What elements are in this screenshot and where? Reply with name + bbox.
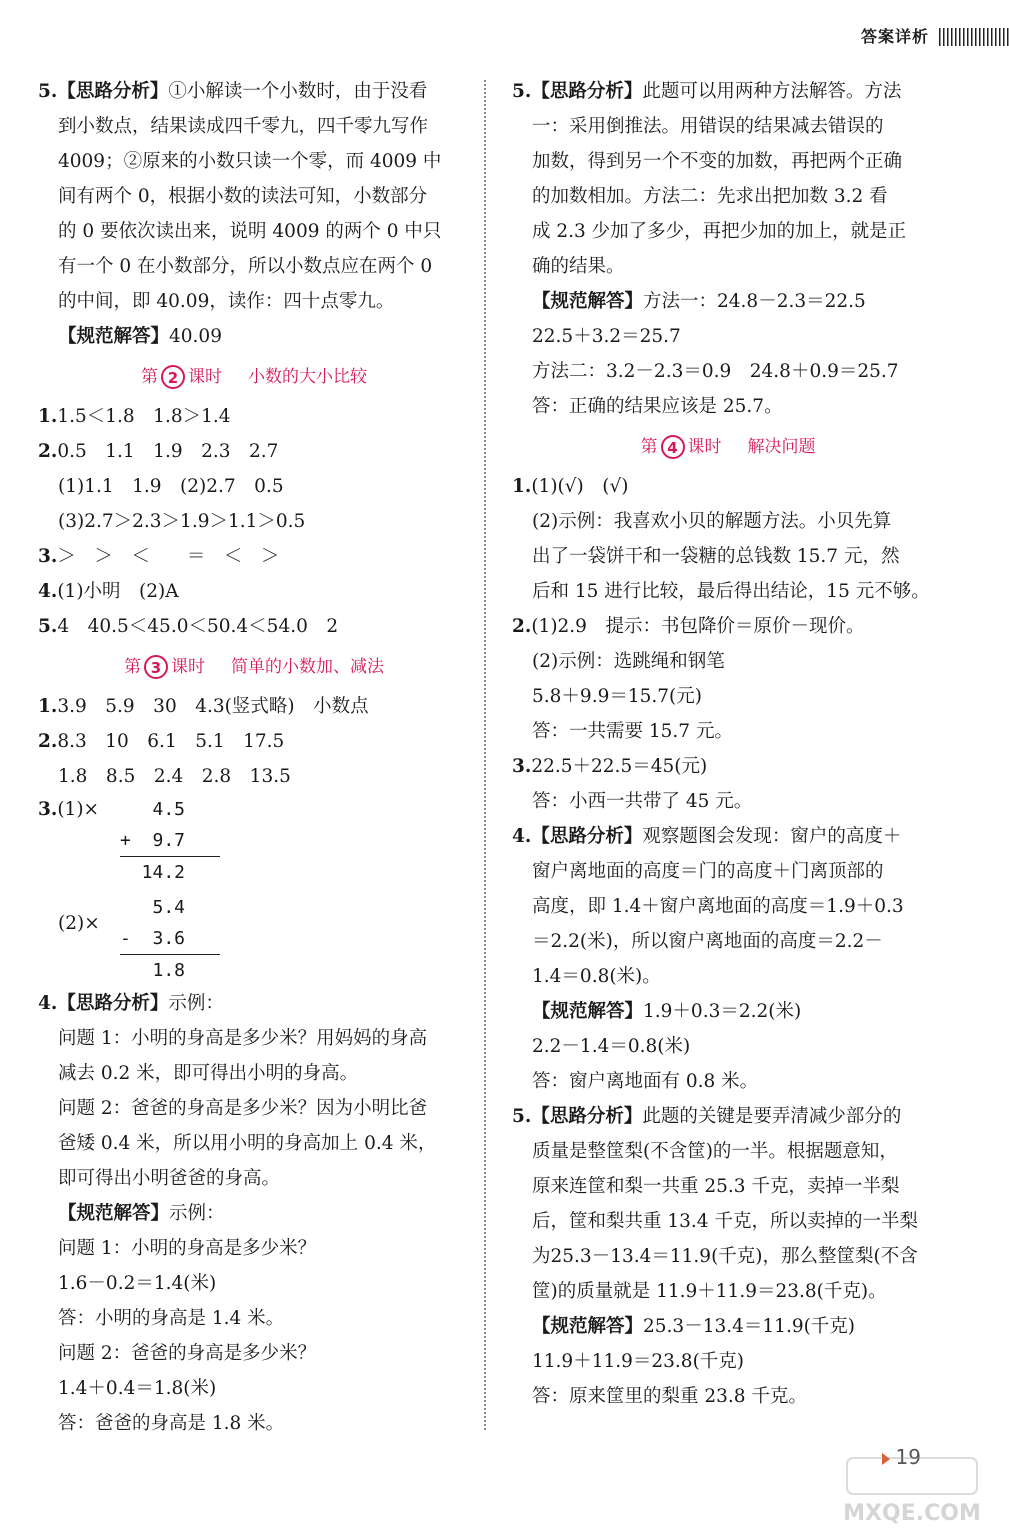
calc-result: 1.8: [120, 960, 186, 981]
answer-line: 3.9 5.9 30 4.3(竖式略) 小数点: [57, 696, 369, 717]
answer-line: 0.5 1.1 1.9 2.3 2.7: [57, 441, 279, 462]
analysis-line: 问题 2：爸爸的身高是多少米？因为小明比爸: [58, 1098, 428, 1119]
calc-result: 14.2: [120, 862, 186, 883]
question-number: 2.: [38, 731, 58, 752]
answer-line: 示例：: [169, 1203, 225, 1224]
section-suffix: 课时: [687, 437, 722, 457]
section-title-lesson-2: [38, 360, 470, 395]
answer-tag: 【规范解答】: [58, 326, 170, 347]
answer-line: 出了一袋饼干和一袋糖的总钱数 15.7 元，然: [532, 546, 900, 567]
section-title-text: 简单的小数加、减法: [231, 657, 384, 677]
calc-operand: 5.4: [120, 897, 186, 918]
analysis-line: 窗户离地面的高度＝门的高度＋门离顶部的: [532, 861, 884, 882]
analysis-line: 筐)的质量就是 11.9＋11.9＝23.8(千克)。: [532, 1281, 887, 1302]
answer-line: 答：一共需要 15.7 元。: [532, 721, 733, 742]
analysis-line: ①小解读一个小数时，由于没看: [168, 81, 428, 102]
answer-tag: 【规范解答】: [58, 1203, 170, 1224]
analysis-line: 成 2.3 少加了多少，再把少加的加上，就是正: [532, 221, 907, 242]
analysis-line: 后，筐和梨共重 13.4 千克，所以卖掉的一半梨: [532, 1211, 918, 1232]
answer-line: 方法一：24.8－2.3＝22.5: [643, 291, 866, 312]
answer-tag: 【规范解答】: [532, 1001, 644, 1022]
analysis-tag: 【思路分析】: [57, 81, 169, 102]
vertical-calculation-1: [38, 794, 470, 888]
answer-line: 后和 15 进行比较，最后得出结论，15 元不够。: [532, 581, 930, 602]
lesson-number-circle: 4: [661, 435, 685, 459]
right-q5: [512, 74, 944, 424]
answer-line: 2.2－1.4＝0.8(米): [532, 1036, 691, 1057]
analysis-line: 为25.3－13.4＝11.9(千克)，那么整筐梨(不含: [532, 1246, 918, 1267]
question-number: 4.: [512, 826, 532, 847]
question-number: 5.: [38, 81, 58, 102]
watermark-text: MXQE.COM: [843, 1501, 981, 1526]
analysis-tag: 【思路分析】: [531, 81, 643, 102]
analysis-line: 高度，即 1.4＋窗户离地面的高度＝1.9＋0.3: [532, 896, 904, 917]
question-number: 1.: [38, 406, 58, 427]
answer-line: 1.9＋0.3＝2.2(米): [643, 1001, 802, 1022]
answer-line: ＞ ＞ ＜ ＝ ＜ ＞: [57, 546, 280, 567]
answer-line: 答：原来筐里的梨重 23.8 千克。: [532, 1386, 807, 1407]
watermark-logo: [827, 1450, 997, 1530]
analysis-line: 此题可以用两种方法解答。方法: [642, 81, 902, 102]
analysis-line: 质量是整筐梨(不含筐)的一半。根据题意知，: [532, 1141, 898, 1162]
answer-line: (1)2.9 提示：书包降价＝原价－现价。: [531, 616, 865, 637]
analysis-line: 问题 1：小明的身高是多少米？用妈妈的身高: [58, 1028, 428, 1049]
analysis-line: 4009；②原来的小数只读一个零，而 4009 中: [58, 151, 442, 172]
answer-line: 1.6－0.2＝1.4(米): [58, 1273, 217, 1294]
section-prefix: 第: [124, 657, 141, 677]
analysis-line: 间有两个 0，根据小数的读法可知，小数部分: [58, 186, 428, 207]
answer-line: 答：小西一共带了 45 元。: [532, 791, 753, 812]
question-number: 5.: [38, 616, 58, 637]
question-number: 2.: [512, 616, 532, 637]
section-prefix: 第: [141, 367, 158, 387]
analysis-line: 1.4＝0.8(米)。: [532, 966, 661, 987]
calc-operand: + 9.7: [120, 830, 186, 851]
analysis-line: 一：采用倒推法。用错误的结果减去错误的: [532, 116, 884, 137]
calc-label: (2)×: [58, 913, 100, 934]
question-number: 4.: [38, 993, 58, 1014]
analysis-line: 确的结果。: [532, 256, 625, 277]
answer-line: 22.5＋3.2＝25.7: [532, 326, 681, 347]
left-q5: [38, 74, 470, 354]
section-title-lesson-4: [512, 430, 944, 465]
answer-line: 8.3 10 6.1 5.1 17.5: [57, 731, 285, 752]
answer-line: 11.9＋11.9＝23.8(千克): [532, 1351, 745, 1372]
question-number: 5.: [512, 1106, 532, 1127]
analysis-line: 此题的关键是要弄清减少部分的: [642, 1106, 902, 1127]
answer-line: 问题 2：爸爸的身高是多少米？: [58, 1343, 317, 1364]
question-number: 5.: [512, 81, 532, 102]
calc-operand: 4.5: [120, 799, 186, 820]
answer-line: 答：窗户离地面有 0.8 米。: [532, 1071, 759, 1092]
section-title-lesson-3: [38, 650, 470, 685]
page-header: [861, 24, 1009, 50]
header-barcode-decoration: [939, 28, 1009, 46]
answer-line: 1.5＜1.8 1.8＞1.4: [57, 406, 231, 427]
analysis-line: ＝2.2(米)，所以窗户离地面的高度＝2.2－: [532, 931, 883, 952]
analysis-line: 即可得出小明爸爸的身高。: [58, 1168, 281, 1189]
left-q4: [38, 986, 470, 1441]
lesson-number-circle: 2: [161, 365, 185, 389]
answer-line: 答：爸爸的身高是 1.8 米。: [58, 1413, 285, 1434]
column-divider: [484, 80, 486, 1430]
section-prefix: 第: [640, 437, 658, 457]
section-title-text: 小数的大小比较: [248, 367, 367, 387]
answer-line: 方法二：3.2－2.3＝0.9 24.8＋0.9＝25.7: [532, 361, 899, 382]
answer-tag: 【规范解答】: [532, 291, 644, 312]
calc-operand: - 3.6: [120, 928, 186, 949]
answer-line: 25.3－13.4＝11.9(千克): [643, 1316, 856, 1337]
answer-line: (2)示例：我喜欢小贝的解题方法。小贝先算: [532, 511, 892, 532]
lesson-number-circle: 3: [144, 655, 168, 679]
question-number: 2.: [38, 441, 58, 462]
answer-text: 40.09: [169, 326, 222, 347]
analysis-tag: 【思路分析】: [57, 993, 169, 1014]
analysis-line: 原来连筐和梨一共重 25.3 千克，卖掉一半梨: [532, 1176, 900, 1197]
analysis-line: 到小数点，结果读成四千零九，四千零九写作: [58, 116, 429, 137]
analysis-line: 减去 0.2 米，即可得出小明的身高。: [58, 1063, 359, 1084]
section-suffix: 课时: [188, 367, 222, 387]
answer-tag: 【规范解答】: [532, 1316, 644, 1337]
question-number: 3.: [38, 799, 58, 820]
answer-line: (3)2.7＞2.3＞1.9＞1.1＞0.5: [58, 511, 306, 532]
calc-label: (1)×: [57, 799, 100, 820]
question-number: 3.: [38, 546, 58, 567]
answer-line: (1)1.1 1.9 (2)2.7 0.5: [58, 476, 284, 497]
analysis-line: 的 0 要依次读出来，说明 4009 的两个 0 中只: [58, 221, 442, 242]
analysis-tag: 【思路分析】: [531, 1106, 643, 1127]
page-number-text: 19: [895, 1445, 921, 1469]
right-column: [512, 74, 944, 1414]
answer-line: 5.8＋9.9＝15.7(元): [532, 686, 702, 707]
analysis-line: 观察题图会发现：窗户的高度＋: [642, 826, 902, 847]
analysis-line: 的加数相加。方法二：先求出把加数 3.2 看: [532, 186, 888, 207]
answer-line: 答：小明的身高是 1.4 米。: [58, 1308, 285, 1329]
answer-line: 4 40.5＜45.0＜50.4＜54.0 2: [57, 616, 339, 637]
question-number: 1.: [38, 696, 58, 717]
analysis-line: 加数，得到另一个不变的加数，再把两个正确: [532, 151, 903, 172]
analysis-line: 示例：: [168, 993, 224, 1014]
left-column: [38, 74, 470, 1441]
answer-line: 22.5＋22.5＝45(元): [531, 756, 708, 777]
analysis-line: 爸矮 0.4 米，所以用小明的身高加上 0.4 米，: [58, 1133, 437, 1154]
vertical-calculation-2: [38, 892, 470, 986]
answer-line: 问题 1：小明的身高是多少米？: [58, 1238, 317, 1259]
question-number: 1.: [512, 476, 532, 497]
answer-line: (1)(√) (√): [531, 476, 629, 497]
answer-line: (1)小明 (2)A: [57, 581, 179, 602]
answer-line: 答：正确的结果应该是 25.7。: [532, 396, 783, 417]
analysis-line: 有一个 0 在小数部分，所以小数点应在两个 0: [58, 256, 433, 277]
answer-line: 1.8 8.5 2.4 2.8 13.5: [58, 766, 291, 787]
answer-line: 1.4＋0.4＝1.8(米): [58, 1378, 217, 1399]
question-number: 4.: [38, 581, 58, 602]
section-suffix: 课时: [171, 657, 205, 677]
analysis-tag: 【思路分析】: [531, 826, 643, 847]
answer-line: (2)示例：选跳绳和钢笔: [532, 651, 725, 672]
analysis-line: 的中间，即 40.09，读作：四十点零九。: [58, 291, 395, 312]
section-title-text: 解决问题: [747, 437, 816, 457]
header-title: 答案详析: [860, 27, 929, 46]
question-number: 3.: [512, 756, 532, 777]
